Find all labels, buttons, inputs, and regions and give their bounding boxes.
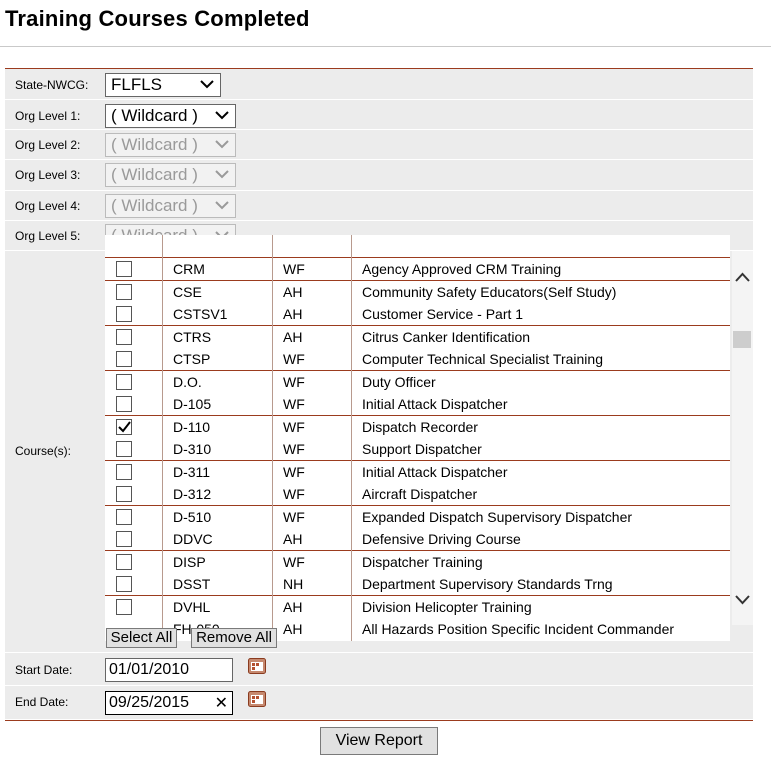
course-checkbox[interactable] [116,576,132,592]
course-row[interactable] [105,281,730,304]
course-row[interactable] [105,573,730,596]
scroll-up-icon[interactable] [735,271,750,285]
course-name: Aircraft Dispatcher [362,486,478,502]
course-list[interactable] [105,251,730,637]
course-type: AH [283,598,303,615]
course-row[interactable] [105,528,730,551]
org-level-4-row [5,191,753,221]
course-type: WF [283,463,305,480]
course-type: WF [283,418,305,435]
course-name: Dispatcher Training [362,553,483,570]
course-checkbox[interactable] [116,306,132,322]
course-row[interactable] [105,438,730,461]
org-level-3-select [105,163,236,187]
org-level-4-select [105,194,236,218]
course-code: CSTSV1 [173,306,228,322]
clear-icon[interactable]: ✕ [214,695,228,712]
course-row[interactable] [105,326,730,349]
course-code: D-110 [173,418,211,435]
course-row[interactable] [105,461,730,484]
org-level-5-label: Org Level 5: [15,229,81,243]
course-checkbox[interactable] [116,599,132,615]
course-name: Duty Officer [362,373,436,390]
org-level-1-row [5,100,753,130]
course-code: D.O. [173,373,202,390]
course-type: AH [283,283,303,300]
course-checkbox[interactable] [116,396,132,412]
org-level-1-label: Org Level 1: [15,109,81,123]
org-level-4-value: ( Wildcard ) [111,196,198,215]
scroll-down-icon[interactable] [735,592,750,606]
start-date-row [5,653,753,686]
state-select[interactable] [105,73,221,97]
course-code: D-105 [173,396,212,412]
course-row[interactable] [105,371,730,394]
course-checkbox[interactable] [116,464,132,480]
chevron-down-icon [214,107,230,123]
report-filter-form [5,68,753,719]
course-checkbox[interactable] [116,351,132,367]
state-label: State-NWCG: [15,78,89,92]
course-code: CTRS [173,328,212,345]
org-level-3-label: Org Level 3: [15,168,81,182]
course-name: Expanded Dispatch Supervisory Dispatcher [362,508,633,525]
course-name: All Hazards Position Specific Incident Commander [362,621,675,637]
org-level-4-label: Org Level 4: [15,199,81,213]
course-code: CTSP [173,351,211,367]
state-select-value: FLFLS [111,75,163,94]
course-name: Community Safety Educators(Self Study) [362,283,617,300]
course-row-partial-top [105,235,730,258]
org-level-3-value: ( Wildcard ) [111,165,198,184]
course-type: WF [283,261,305,277]
end-date-row [5,686,753,719]
view-report-button[interactable]: View Report [320,727,438,755]
end-date-value: 09/25/2015 [109,694,190,711]
course-code: DISP [173,553,206,570]
end-date-input[interactable] [105,691,233,715]
course-code: CRM [173,261,205,277]
calendar-icon[interactable] [248,658,266,674]
course-type: WF [283,396,305,412]
course-checkbox[interactable] [116,554,132,570]
courses-row [5,251,753,653]
course-row[interactable] [105,303,730,326]
course-type: WF [283,373,305,390]
chevron-down-icon [214,197,230,213]
course-name: Defensive Driving Course [362,531,521,547]
course-checkbox[interactable] [116,419,132,435]
chevron-down-icon [199,76,215,92]
course-type: NH [283,576,304,592]
course-row[interactable] [105,551,730,574]
course-name: Department Supervisory Standards Trng [362,576,613,592]
course-row[interactable] [105,483,730,506]
course-code: DSST [173,576,211,592]
course-code: D-310 [173,441,212,457]
course-checkbox[interactable] [116,486,132,502]
course-code: DVHL [173,598,211,615]
end-date-label: End Date: [15,695,69,709]
org-level-1-select[interactable] [105,104,236,128]
course-name: Division Helicopter Training [362,598,532,615]
course-row[interactable] [105,348,730,371]
start-date-label: Start Date: [15,663,73,677]
course-row[interactable] [105,258,730,281]
checkmark-icon [118,421,131,433]
course-type: AH [283,621,303,637]
course-type: WF [283,486,305,502]
course-name: Computer Technical Specialist Training [362,351,603,367]
select-all-button[interactable]: Select All [106,628,177,648]
courses-label: Course(s): [15,444,72,458]
course-checkbox[interactable] [116,329,132,345]
course-type: WF [283,553,305,570]
course-type: WF [283,351,305,367]
scrollbar-thumb[interactable] [733,331,751,348]
org-level-2-row [5,130,753,160]
course-code: D-311 [173,463,211,480]
start-date-input[interactable]: 01/01/2010 [105,658,233,682]
org-level-2-select [105,133,236,157]
course-checkbox[interactable] [116,531,132,547]
remove-all-button[interactable]: Remove All [191,628,277,648]
course-row[interactable] [105,393,730,416]
course-type: AH [283,531,303,547]
org-level-1-value: ( Wildcard ) [111,106,198,125]
page-title: Training Courses Completed [5,6,310,31]
course-row[interactable] [105,596,730,619]
course-checkbox[interactable] [116,441,132,457]
chevron-down-icon [214,166,230,182]
course-code: D-510 [173,508,212,525]
course-row[interactable] [105,416,730,439]
course-name: Initial Attack Dispatcher [362,396,508,412]
course-type: AH [283,328,303,345]
course-type: WF [283,441,305,457]
title-divider [0,46,771,47]
course-name: Customer Service - Part 1 [362,306,524,322]
state-row [5,69,753,100]
course-row[interactable] [105,506,730,529]
course-type: WF [283,508,305,525]
org-level-2-value: ( Wildcard ) [111,135,198,154]
course-code: DDVC [173,531,213,547]
course-code: D-312 [173,486,212,502]
org-level-2-label: Org Level 2: [15,138,81,152]
chevron-down-icon [214,136,230,152]
course-name: Initial Attack Dispatcher [362,463,508,480]
course-type: AH [283,306,303,322]
course-checkbox[interactable] [116,261,132,277]
course-name: Agency Approved CRM Training [362,261,562,277]
course-name: Support Dispatcher [362,441,482,457]
course-name: Dispatch Recorder [362,418,478,435]
course-checkbox[interactable] [116,509,132,525]
course-name: Citrus Canker Identification [362,328,531,345]
org-level-3-row [5,160,753,191]
course-list-scrollbar[interactable] [732,251,753,625]
form-bottom-divider [5,720,753,721]
course-checkbox[interactable] [116,284,132,300]
course-checkbox[interactable] [116,374,132,390]
course-code: CSE [173,283,202,300]
calendar-icon[interactable] [248,691,266,707]
